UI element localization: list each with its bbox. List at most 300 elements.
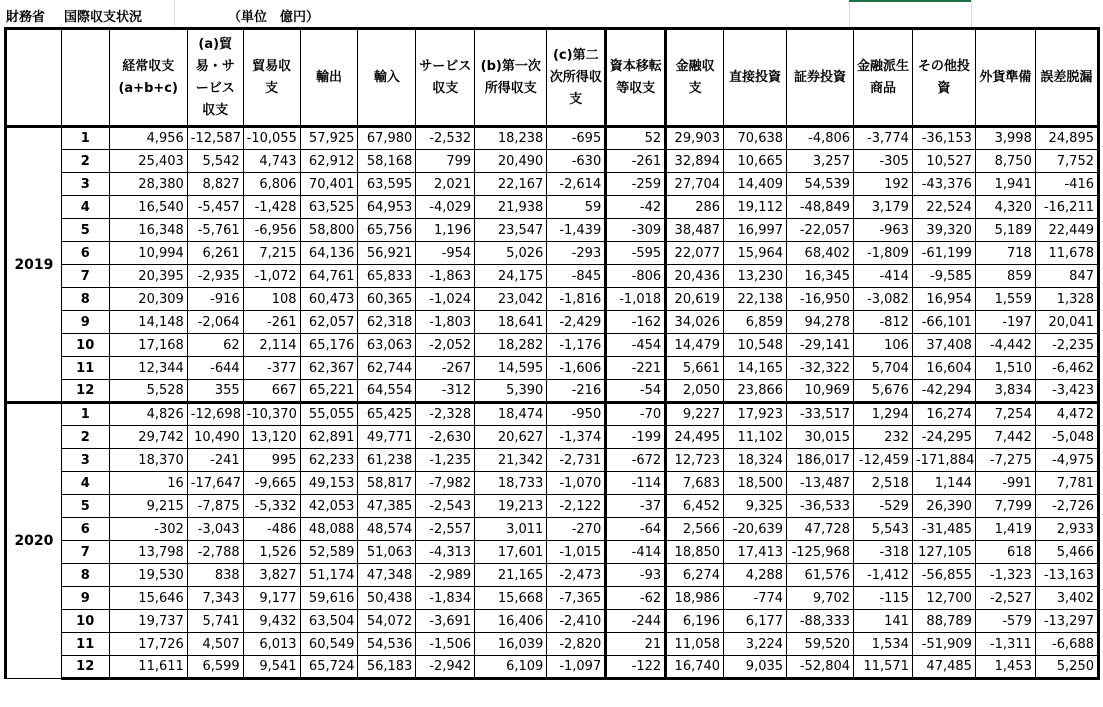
value-cell[interactable]: 64,554 [358,380,416,403]
value-cell[interactable]: -42 [606,196,666,219]
value-cell[interactable]: 3,402 [1035,587,1098,610]
value-cell[interactable]: -2,235 [1035,334,1098,357]
value-cell[interactable]: 17,413 [724,541,787,564]
value-cell[interactable]: 62,057 [300,311,358,334]
value-cell[interactable]: 18,324 [724,449,787,472]
value-cell[interactable]: 5,250 [1035,656,1098,679]
value-cell[interactable]: -51,909 [912,633,975,656]
value-cell[interactable]: 16,039 [475,633,547,656]
value-cell[interactable]: 7,343 [187,587,243,610]
value-cell[interactable]: 27,704 [666,173,724,196]
value-cell[interactable]: 17,726 [109,633,187,656]
value-cell[interactable]: -1,809 [854,242,913,265]
value-cell[interactable]: -2,557 [416,518,475,541]
value-cell[interactable]: 16,604 [912,357,975,380]
value-cell[interactable]: -579 [975,610,1035,633]
value-cell[interactable]: -261 [243,311,300,334]
value-cell[interactable]: 1,941 [975,173,1035,196]
month-cell[interactable]: 9 [61,311,109,334]
value-cell[interactable]: -4,442 [975,334,1035,357]
value-cell[interactable]: 20,627 [475,426,547,449]
value-cell[interactable]: -3,043 [187,518,243,541]
value-cell[interactable]: 57,925 [300,127,358,150]
value-cell[interactable]: 2,050 [666,380,724,403]
value-cell[interactable]: -114 [606,472,666,495]
value-cell[interactable]: 55,055 [300,403,358,426]
month-cell[interactable]: 8 [61,288,109,311]
value-cell[interactable]: 65,221 [300,380,358,403]
value-cell[interactable]: 16,345 [787,265,854,288]
value-cell[interactable]: 12,723 [666,449,724,472]
value-cell[interactable]: -1,803 [416,311,475,334]
value-cell[interactable]: 12,700 [912,587,975,610]
value-cell[interactable]: 15,668 [475,587,547,610]
value-cell[interactable]: -6,462 [1035,357,1098,380]
value-cell[interactable]: -695 [547,127,606,150]
value-cell[interactable]: -261 [606,150,666,173]
value-cell[interactable]: -24,295 [912,426,975,449]
value-cell[interactable]: 6,274 [666,564,724,587]
value-cell[interactable]: -162 [606,311,666,334]
value-cell[interactable]: -197 [975,311,1035,334]
month-cell[interactable]: 4 [61,196,109,219]
value-cell[interactable]: -1,863 [416,265,475,288]
value-cell[interactable]: 59 [547,196,606,219]
value-cell[interactable]: 54,539 [787,173,854,196]
value-cell[interactable]: 54,072 [358,610,416,633]
value-cell[interactable]: 49,771 [358,426,416,449]
value-cell[interactable]: 3,998 [975,127,1035,150]
value-cell[interactable]: 20,395 [109,265,187,288]
value-cell[interactable]: 9,215 [109,495,187,518]
value-cell[interactable]: 22,167 [475,173,547,196]
value-cell[interactable]: -1,834 [416,587,475,610]
value-cell[interactable]: -1,323 [975,564,1035,587]
value-cell[interactable]: 62 [187,334,243,357]
value-cell[interactable]: -16,950 [787,288,854,311]
value-cell[interactable]: 62,891 [300,426,358,449]
value-cell[interactable]: -1,235 [416,449,475,472]
value-cell[interactable]: 5,704 [854,357,913,380]
value-cell[interactable]: 5,026 [475,242,547,265]
value-cell[interactable]: -2,726 [1035,495,1098,518]
value-cell[interactable]: 5,528 [109,380,187,403]
value-cell[interactable]: 17,601 [475,541,547,564]
value-cell[interactable]: -5,761 [187,219,243,242]
value-cell[interactable]: 70,401 [300,173,358,196]
value-cell[interactable]: 286 [666,196,724,219]
value-cell[interactable]: 11,571 [854,656,913,679]
value-cell[interactable]: -2,064 [187,311,243,334]
value-cell[interactable]: 4,743 [243,150,300,173]
value-cell[interactable]: 28,380 [109,173,187,196]
value-cell[interactable]: -529 [854,495,913,518]
value-cell[interactable]: -963 [854,219,913,242]
value-cell[interactable]: 13,798 [109,541,187,564]
month-cell[interactable]: 8 [61,564,109,587]
value-cell[interactable]: 7,752 [1035,150,1098,173]
value-cell[interactable]: -312 [416,380,475,403]
value-cell[interactable]: -3,082 [854,288,913,311]
value-cell[interactable]: 47,485 [912,656,975,679]
month-cell[interactable]: 7 [61,541,109,564]
value-cell[interactable]: 18,641 [475,311,547,334]
value-cell[interactable]: -1,015 [547,541,606,564]
value-cell[interactable]: 64,953 [358,196,416,219]
value-cell[interactable]: 24,495 [666,426,724,449]
value-cell[interactable]: -270 [547,518,606,541]
month-cell[interactable]: 3 [61,449,109,472]
value-cell[interactable]: 141 [854,610,913,633]
value-cell[interactable]: 22,524 [912,196,975,219]
value-cell[interactable]: -2,052 [416,334,475,357]
value-cell[interactable]: 30,015 [787,426,854,449]
value-cell[interactable]: -2,532 [416,127,475,150]
value-cell[interactable]: 1,534 [854,633,913,656]
value-cell[interactable]: 4,320 [975,196,1035,219]
value-cell[interactable]: 20,619 [666,288,724,311]
month-cell[interactable]: 10 [61,334,109,357]
value-cell[interactable]: -2,630 [416,426,475,449]
value-cell[interactable]: 23,866 [724,380,787,403]
value-cell[interactable]: -10,055 [243,127,300,150]
value-cell[interactable]: 3,834 [975,380,1035,403]
value-cell[interactable]: 16,406 [475,610,547,633]
value-cell[interactable]: -62 [606,587,666,610]
value-cell[interactable]: -7,365 [547,587,606,610]
value-cell[interactable]: 18,370 [109,449,187,472]
value-cell[interactable]: 16,540 [109,196,187,219]
value-cell[interactable]: 21 [606,633,666,656]
value-cell[interactable]: -13,163 [1035,564,1098,587]
value-cell[interactable]: -244 [606,610,666,633]
value-cell[interactable]: 5,661 [666,357,724,380]
value-cell[interactable]: 38,487 [666,219,724,242]
value-cell[interactable]: -2,820 [547,633,606,656]
value-cell[interactable]: -1,412 [854,564,913,587]
value-cell[interactable]: -6,688 [1035,633,1098,656]
value-cell[interactable]: 995 [243,449,300,472]
value-cell[interactable]: -2,122 [547,495,606,518]
value-cell[interactable]: 6,261 [187,242,243,265]
value-cell[interactable]: 20,309 [109,288,187,311]
value-cell[interactable]: 20,490 [475,150,547,173]
value-cell[interactable]: 16,740 [666,656,724,679]
value-cell[interactable]: 5,676 [854,380,913,403]
value-cell[interactable]: -13,297 [1035,610,1098,633]
value-cell[interactable]: 24,175 [475,265,547,288]
value-cell[interactable]: -1,024 [416,288,475,311]
month-cell[interactable]: 6 [61,242,109,265]
value-cell[interactable]: -43,376 [912,173,975,196]
value-cell[interactable]: 21,938 [475,196,547,219]
value-cell[interactable]: -199 [606,426,666,449]
value-cell[interactable]: 11,678 [1035,242,1098,265]
value-cell[interactable]: -12,459 [854,449,913,472]
value-cell[interactable]: -2,429 [547,311,606,334]
value-cell[interactable]: 58,800 [300,219,358,242]
value-cell[interactable]: 47,728 [787,518,854,541]
value-cell[interactable]: -302 [109,518,187,541]
value-cell[interactable]: 4,956 [109,127,187,150]
value-cell[interactable]: -37 [606,495,666,518]
value-cell[interactable]: 7,442 [975,426,1035,449]
value-cell[interactable]: -221 [606,357,666,380]
value-cell[interactable]: 6,806 [243,173,300,196]
value-cell[interactable]: -954 [416,242,475,265]
value-cell[interactable]: -454 [606,334,666,357]
value-cell[interactable]: -2,543 [416,495,475,518]
value-cell[interactable]: 799 [416,150,475,173]
value-cell[interactable]: 3,224 [724,633,787,656]
value-cell[interactable]: 14,165 [724,357,787,380]
value-cell[interactable]: 2,021 [416,173,475,196]
value-cell[interactable]: -66,101 [912,311,975,334]
value-cell[interactable]: -2,989 [416,564,475,587]
value-cell[interactable]: 23,547 [475,219,547,242]
value-cell[interactable]: -20,639 [724,518,787,541]
value-cell[interactable]: 5,390 [475,380,547,403]
value-cell[interactable]: 88,789 [912,610,975,633]
value-cell[interactable]: -54 [606,380,666,403]
value-cell[interactable]: -1,070 [547,472,606,495]
value-cell[interactable]: 2,518 [854,472,913,495]
value-cell[interactable]: -2,328 [416,403,475,426]
value-cell[interactable]: 52,589 [300,541,358,564]
value-cell[interactable]: -5,457 [187,196,243,219]
value-cell[interactable]: 18,500 [724,472,787,495]
value-cell[interactable]: 51,063 [358,541,416,564]
value-cell[interactable]: -595 [606,242,666,265]
value-cell[interactable]: 2,933 [1035,518,1098,541]
value-cell[interactable]: 1,453 [975,656,1035,679]
value-cell[interactable]: 1,328 [1035,288,1098,311]
value-cell[interactable]: 19,530 [109,564,187,587]
value-cell[interactable]: 24,895 [1035,127,1098,150]
value-cell[interactable]: 18,282 [475,334,547,357]
month-cell[interactable]: 7 [61,265,109,288]
value-cell[interactable]: 9,432 [243,610,300,633]
value-cell[interactable]: 667 [243,380,300,403]
value-cell[interactable]: -318 [854,541,913,564]
value-cell[interactable]: 6,859 [724,311,787,334]
value-cell[interactable]: 16,274 [912,403,975,426]
value-cell[interactable]: -9,665 [243,472,300,495]
value-cell[interactable]: 22,077 [666,242,724,265]
value-cell[interactable]: -4,806 [787,127,854,150]
value-cell[interactable]: -122 [606,656,666,679]
value-cell[interactable]: 11,058 [666,633,724,656]
value-cell[interactable]: 63,504 [300,610,358,633]
value-cell[interactable]: 5,466 [1035,541,1098,564]
value-cell[interactable]: -774 [724,587,787,610]
value-cell[interactable]: 64,761 [300,265,358,288]
value-cell[interactable]: -1,097 [547,656,606,679]
value-cell[interactable]: 63,595 [358,173,416,196]
value-cell[interactable]: 18,238 [475,127,547,150]
value-cell[interactable]: 6,452 [666,495,724,518]
value-cell[interactable]: 618 [975,541,1035,564]
value-cell[interactable]: -950 [547,403,606,426]
value-cell[interactable]: -36,153 [912,127,975,150]
value-cell[interactable]: 3,011 [475,518,547,541]
value-cell[interactable]: -309 [606,219,666,242]
value-cell[interactable]: 60,473 [300,288,358,311]
value-cell[interactable]: 10,969 [787,380,854,403]
value-cell[interactable]: -64 [606,518,666,541]
value-cell[interactable]: 64,136 [300,242,358,265]
value-cell[interactable]: 62,367 [300,357,358,380]
value-cell[interactable]: -630 [547,150,606,173]
value-cell[interactable]: -1,072 [243,265,300,288]
value-cell[interactable]: 58,817 [358,472,416,495]
value-cell[interactable]: 65,176 [300,334,358,357]
value-cell[interactable]: -5,048 [1035,426,1098,449]
value-cell[interactable]: -61,199 [912,242,975,265]
value-cell[interactable]: -377 [243,357,300,380]
value-cell[interactable]: -293 [547,242,606,265]
value-cell[interactable]: 1,144 [912,472,975,495]
value-cell[interactable]: 6,109 [475,656,547,679]
value-cell[interactable]: -305 [854,150,913,173]
value-cell[interactable]: 58,168 [358,150,416,173]
value-cell[interactable]: 23,042 [475,288,547,311]
value-cell[interactable]: -416 [1035,173,1098,196]
value-cell[interactable]: -33,517 [787,403,854,426]
value-cell[interactable]: -2,614 [547,173,606,196]
value-cell[interactable]: -6,956 [243,219,300,242]
value-cell[interactable]: -3,423 [1035,380,1098,403]
value-cell[interactable]: 3,179 [854,196,913,219]
value-cell[interactable]: 9,541 [243,656,300,679]
value-cell[interactable]: 14,409 [724,173,787,196]
value-cell[interactable]: 1,294 [854,403,913,426]
value-cell[interactable]: -1,816 [547,288,606,311]
value-cell[interactable]: 4,826 [109,403,187,426]
value-cell[interactable]: 10,994 [109,242,187,265]
value-cell[interactable]: 65,724 [300,656,358,679]
value-cell[interactable]: 847 [1035,265,1098,288]
value-cell[interactable]: 192 [854,173,913,196]
value-cell[interactable]: 9,702 [787,587,854,610]
value-cell[interactable]: 16,954 [912,288,975,311]
value-cell[interactable]: -7,982 [416,472,475,495]
value-cell[interactable]: 52 [606,127,666,150]
value-cell[interactable]: -2,935 [187,265,243,288]
value-cell[interactable]: -125,968 [787,541,854,564]
value-cell[interactable]: 11,102 [724,426,787,449]
value-cell[interactable]: -32,322 [787,357,854,380]
value-cell[interactable]: -241 [187,449,243,472]
value-cell[interactable]: -414 [854,265,913,288]
value-cell[interactable]: 10,665 [724,150,787,173]
value-cell[interactable]: -2,731 [547,449,606,472]
month-cell[interactable]: 3 [61,173,109,196]
value-cell[interactable]: 13,120 [243,426,300,449]
value-cell[interactable]: -70 [606,403,666,426]
value-cell[interactable]: 22,449 [1035,219,1098,242]
value-cell[interactable]: -1,439 [547,219,606,242]
value-cell[interactable]: -115 [854,587,913,610]
value-cell[interactable]: -7,275 [975,449,1035,472]
value-cell[interactable]: 8,750 [975,150,1035,173]
value-cell[interactable]: -2,788 [187,541,243,564]
value-cell[interactable]: 15,964 [724,242,787,265]
month-cell[interactable]: 2 [61,150,109,173]
month-cell[interactable]: 11 [61,633,109,656]
value-cell[interactable]: 2,566 [666,518,724,541]
value-cell[interactable]: -31,485 [912,518,975,541]
value-cell[interactable]: 61,576 [787,564,854,587]
month-cell[interactable]: 2 [61,426,109,449]
value-cell[interactable]: 186,017 [787,449,854,472]
value-cell[interactable]: -48,849 [787,196,854,219]
value-cell[interactable]: 7,799 [975,495,1035,518]
value-cell[interactable]: 838 [187,564,243,587]
value-cell[interactable]: -56,855 [912,564,975,587]
value-cell[interactable]: -52,804 [787,656,854,679]
value-cell[interactable]: -29,141 [787,334,854,357]
value-cell[interactable]: -9,585 [912,265,975,288]
value-cell[interactable]: -4,975 [1035,449,1098,472]
value-cell[interactable]: 65,756 [358,219,416,242]
value-cell[interactable]: 6,013 [243,633,300,656]
value-cell[interactable]: 68,402 [787,242,854,265]
value-cell[interactable]: 9,325 [724,495,787,518]
value-cell[interactable]: -3,774 [854,127,913,150]
value-cell[interactable]: 16,348 [109,219,187,242]
value-cell[interactable]: 62,744 [358,357,416,380]
value-cell[interactable]: 14,148 [109,311,187,334]
value-cell[interactable]: 13,230 [724,265,787,288]
month-cell[interactable]: 6 [61,518,109,541]
value-cell[interactable]: 56,921 [358,242,416,265]
month-cell[interactable]: 11 [61,357,109,380]
value-cell[interactable]: 108 [243,288,300,311]
value-cell[interactable]: 62,318 [358,311,416,334]
value-cell[interactable]: 61,238 [358,449,416,472]
value-cell[interactable]: 3,257 [787,150,854,173]
month-cell[interactable]: 12 [61,656,109,679]
value-cell[interactable]: -1,606 [547,357,606,380]
value-cell[interactable]: -414 [606,541,666,564]
value-cell[interactable]: -36,533 [787,495,854,518]
value-cell[interactable]: 18,733 [475,472,547,495]
value-cell[interactable]: 18,474 [475,403,547,426]
value-cell[interactable]: 7,683 [666,472,724,495]
value-cell[interactable]: 37,408 [912,334,975,357]
year-cell[interactable]: 2019 [6,127,62,403]
value-cell[interactable]: -3,691 [416,610,475,633]
month-cell[interactable]: 1 [61,403,109,426]
value-cell[interactable]: -1,176 [547,334,606,357]
value-cell[interactable]: 16,997 [724,219,787,242]
value-cell[interactable]: 63,063 [358,334,416,357]
value-cell[interactable]: -93 [606,564,666,587]
month-cell[interactable]: 5 [61,495,109,518]
value-cell[interactable]: 718 [975,242,1035,265]
value-cell[interactable]: -486 [243,518,300,541]
value-cell[interactable]: 9,177 [243,587,300,610]
value-cell[interactable]: 5,542 [187,150,243,173]
value-cell[interactable]: -2,410 [547,610,606,633]
value-cell[interactable]: 29,742 [109,426,187,449]
value-cell[interactable]: 4,507 [187,633,243,656]
value-cell[interactable]: 47,385 [358,495,416,518]
value-cell[interactable]: 232 [854,426,913,449]
value-cell[interactable]: 7,781 [1035,472,1098,495]
value-cell[interactable]: 6,599 [187,656,243,679]
